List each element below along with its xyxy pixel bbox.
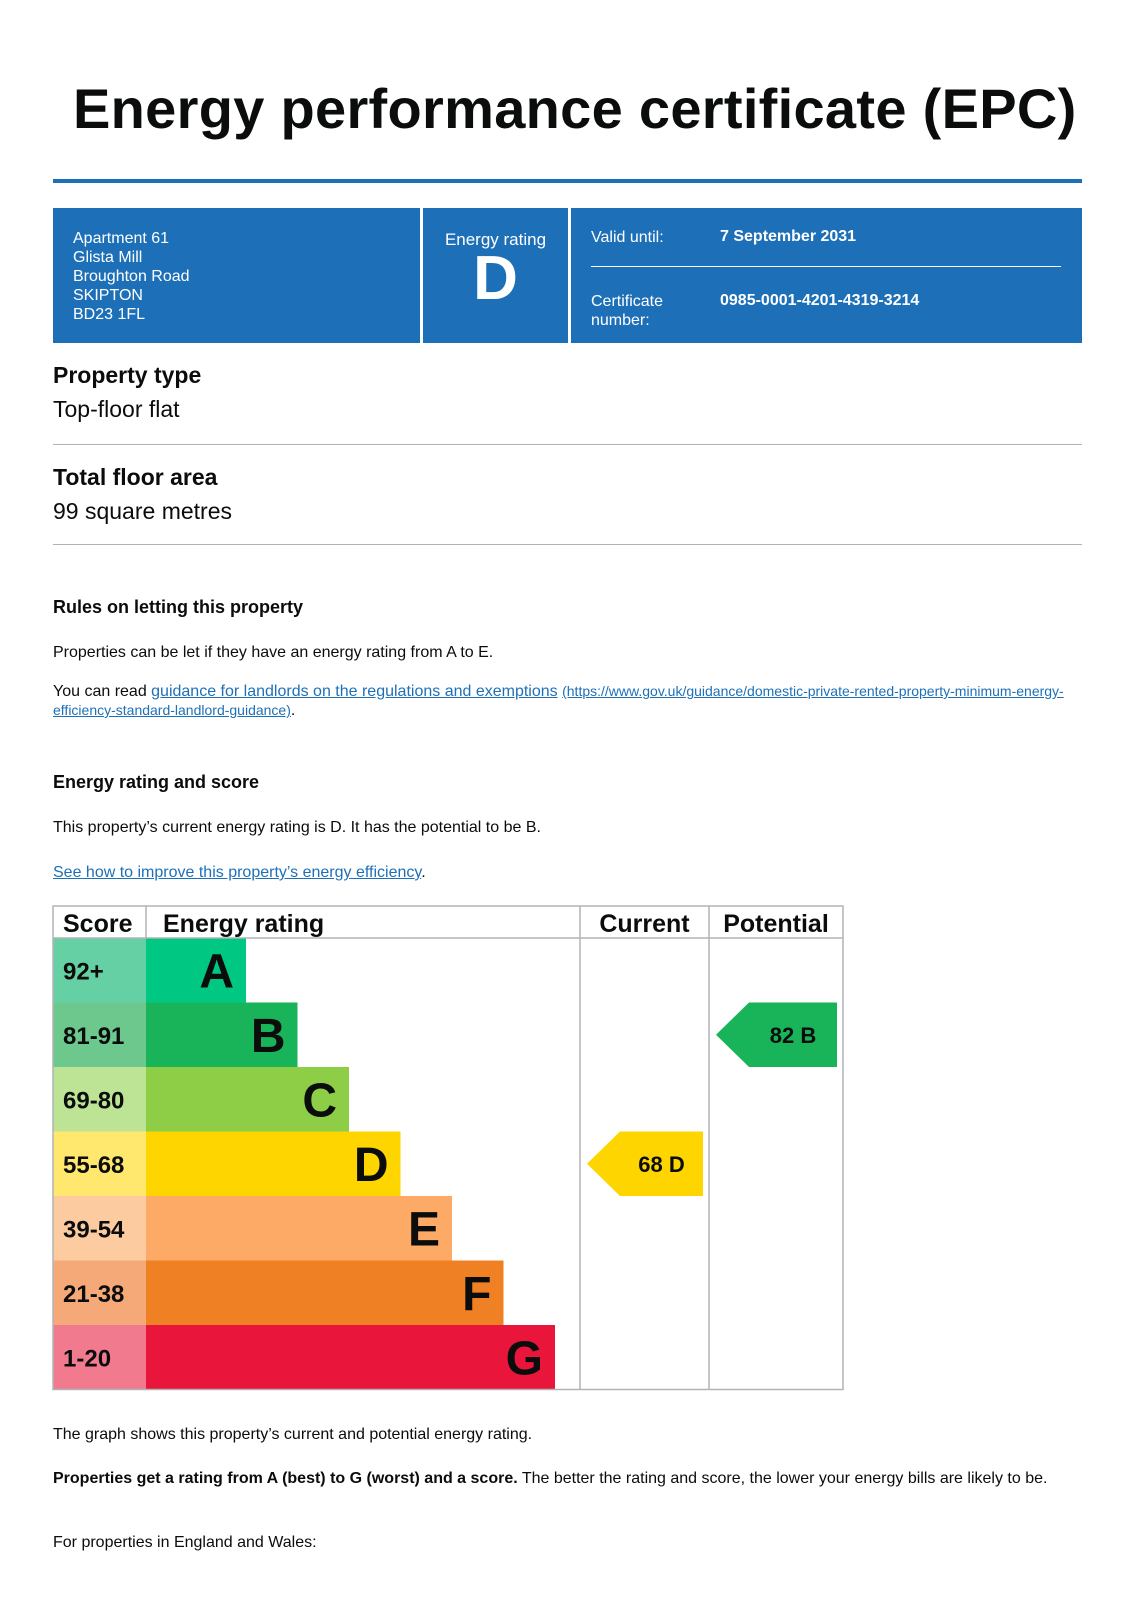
score-range-d: 55-68: [63, 1151, 125, 1179]
floor-area-value: 99 square metres: [53, 498, 232, 524]
energy-rating-letter: D: [473, 244, 518, 313]
score-range-g: 1-20: [63, 1345, 112, 1373]
score-range-f: 21-38: [63, 1280, 125, 1308]
header-energy-rating: Energy rating: [163, 910, 325, 938]
certificate-number-value: 0985-0001-4201-4319-3214: [720, 292, 920, 309]
potential-rating-label: 82 B: [769, 1022, 817, 1048]
graph-caption: The graph shows this property’s current and potential energy rating.: [53, 1426, 533, 1443]
rating-bar-g: [146, 1325, 555, 1390]
address-line-4: SKIPTON: [73, 287, 143, 304]
guidance-prefix: You can read: [53, 683, 152, 700]
rating-letter-c: C: [302, 1074, 337, 1128]
rating-explanation-bold: Properties get a rating from A (best) to G (worst) and a score.: [53, 1470, 518, 1487]
rating-letter-f: F: [462, 1267, 492, 1321]
valid-until-label: Valid until:: [591, 229, 664, 246]
rating-bar-e: [146, 1196, 452, 1261]
improve-efficiency-link[interactable]: See how to improve this property’s energy efficiency: [53, 864, 422, 881]
header-score: Score: [63, 910, 133, 938]
landlord-guidance-link[interactable]: guidance for landlords on the regulations and exemptions: [151, 683, 558, 700]
property-type-value: Top-floor flat: [53, 396, 180, 422]
landlord-guidance-url[interactable]: (https://www.gov.uk/guidance/domestic-private-rented-property-minimum-energy-efficiency-standard-landlord-guidance): [53, 683, 1064, 718]
rating-letter-e: E: [407, 1203, 440, 1257]
address-line-1: Apartment 61: [73, 230, 170, 247]
header-current: Current: [599, 910, 690, 938]
rating-letter-d: D: [353, 1138, 389, 1192]
score-range-b: 81-91: [63, 1022, 125, 1050]
score-range-e: 39-54: [63, 1216, 125, 1244]
rating-explanation-rest: The better the rating and score, the lower your energy bills are likely to be.: [517, 1470, 1048, 1487]
address-line-3: Broughton Road: [73, 268, 190, 285]
page-title: Energy performance certificate (EPC): [73, 77, 1077, 140]
current-rating-text: This property’s current energy rating is D. It has the potential to be B.: [53, 819, 541, 836]
current-rating-label: 68 D: [638, 1151, 685, 1177]
letting-rules-heading: Rules on letting this property: [53, 597, 304, 617]
header-potential: Potential: [723, 910, 829, 938]
floor-area-heading: Total floor area: [53, 464, 218, 490]
address-line-5: BD23 1FL: [73, 306, 146, 323]
rating-explanation: [53, 1469, 1083, 1488]
energy-rating-label: Energy rating: [444, 230, 547, 249]
valid-until-value: 7 September 2031: [720, 228, 857, 245]
property-type-heading: Property type: [53, 362, 202, 388]
address-line-2: Glista Mill: [73, 249, 143, 266]
rating-letter-a: A: [199, 945, 234, 999]
improve-link-suffix: .: [421, 864, 426, 881]
rating-letter-g: G: [505, 1332, 543, 1386]
letting-rules-text: Properties can be let if they have an energy rating from A to E.: [53, 644, 494, 661]
rating-letter-b: B: [250, 1009, 286, 1063]
rating-bar-f: [146, 1261, 504, 1326]
certificate-label-line-2: number:: [591, 312, 650, 329]
england-wales-text: For properties in England and Wales:: [53, 1534, 317, 1551]
score-range-c: 69-80: [63, 1087, 125, 1115]
certificate-label-line-1: Certificate: [591, 293, 664, 310]
guidance-suffix: .: [290, 702, 296, 719]
score-range-a: 92+: [63, 958, 104, 986]
energy-rating-score-heading: Energy rating and score: [53, 772, 260, 792]
